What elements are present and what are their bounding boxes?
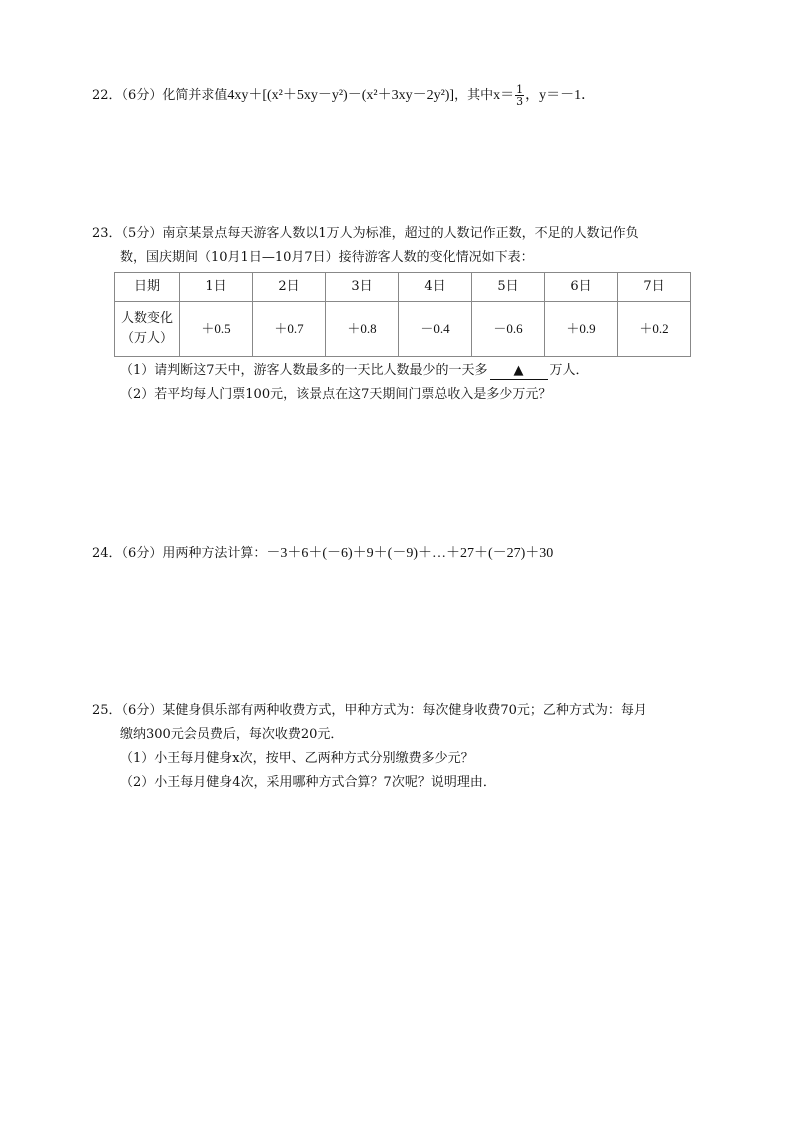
fraction-numerator: 1: [516, 83, 524, 96]
question-23-line-1: 23．（5分）南京某景点每天游客人数以1万人为标准，超过的人数记作正数，不足的人数记作负: [92, 226, 639, 241]
question-24-label: 24．（6分）用两种方法计算：: [92, 546, 267, 561]
question-24-line: [92, 542, 712, 566]
question-23-line-2: 数，国庆期间（10月1日—10月7日）接待游客人数的变化情况如下表：: [120, 250, 534, 265]
table-day-3: 3日: [326, 273, 399, 302]
question-23-sub-2: （2）若平均每人门票100元，该景点在这7天期间门票总收入是多少万元？: [120, 387, 552, 402]
question-25-sub-2: （2）小王每月健身4次，采用哪种方式合算？7次呢？说明理由．: [120, 775, 496, 790]
table-row-label-line-2: （万人）: [120, 331, 173, 346]
table-day-2: 2日: [253, 273, 326, 302]
table-day-5: 5日: [472, 273, 545, 302]
table-value-day-6: ＋0.9: [545, 302, 618, 357]
question-22-x-equals: x＝: [493, 88, 515, 103]
visitor-change-table: [114, 272, 691, 357]
table-row-label-line-1: 人数变化: [120, 311, 173, 326]
table-day-6: 6日: [545, 273, 618, 302]
question-24-expression: －3＋6＋(－6)＋9＋(－9)＋…＋27＋(－27)＋30: [266, 546, 554, 561]
question-22-expression: 4xy＋[(x²＋5xy－y²)－(x²＋3xy－2y²)]: [227, 88, 455, 103]
question-25-sub-1: （1）小王每月健身x次，按甲、乙两种方式分别缴费多少元？: [120, 751, 474, 766]
table-value-day-3: ＋0.8: [326, 302, 399, 357]
question-25: [92, 699, 712, 795]
table-value-row: [115, 302, 691, 357]
table-header-date: 日期: [115, 273, 180, 302]
question-22-fraction: [515, 84, 524, 107]
question-25-line-2: 缴纳300元会员费后，每次收费20元．: [120, 727, 344, 742]
table-value-day-1: ＋0.5: [180, 302, 253, 357]
question-23-sub-1: [92, 359, 712, 383]
table-value-day-2: ＋0.7: [253, 302, 326, 357]
question-22-where: ，其中: [454, 88, 494, 103]
table-day-7: 7日: [618, 273, 691, 302]
question-23-sub-1-text: （1）请判断这7天中，游客人数最多的一天比人数最少的一天多: [120, 363, 488, 378]
question-22-label: 22．（6分）化简并求值: [92, 88, 228, 103]
question-25-line-1: 25．（6分）某健身俱乐部有两种收费方式，甲种方式为：每次健身收费70元；乙种方式为：每月: [92, 703, 647, 718]
table-value-day-4: －0.4: [399, 302, 472, 357]
question-22-y-value: ，y＝－1．: [525, 88, 596, 103]
table-row-label: [115, 302, 180, 357]
table-day-1: 1日: [180, 273, 253, 302]
question-24: [92, 542, 712, 566]
table-header-row: [115, 273, 691, 302]
question-22-line: [92, 84, 712, 108]
answer-blank: ▲: [490, 363, 548, 380]
table-day-4: 4日: [399, 273, 472, 302]
fraction-denominator: 3: [516, 95, 524, 108]
question-22: [92, 84, 712, 108]
table-value-day-5: －0.6: [472, 302, 545, 357]
table-value-day-7: ＋0.2: [618, 302, 691, 357]
question-23: [92, 222, 712, 407]
question-23-sub-1-unit: 万人．: [549, 363, 589, 378]
